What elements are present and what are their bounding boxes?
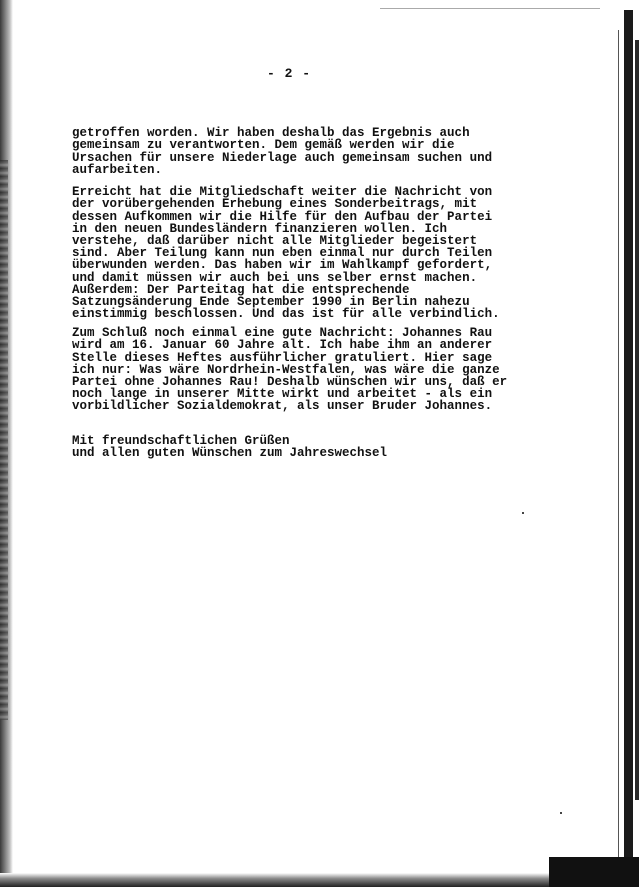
text-line: und allen guten Wünschen zum Jahreswechsel (72, 446, 388, 461)
scan-bottom-edge (0, 873, 639, 887)
text-line: aufarbeiten. (72, 162, 163, 177)
text-line: Erreicht hat die Mitgliedschaft weiter die Nachricht von (72, 185, 493, 200)
text-line: verstehe, daß darüber nicht alle Mitglieder begeistert (72, 234, 478, 249)
scan-right-edge-bar (624, 10, 633, 865)
text-line: vorbildlicher Sozialdemokrat, als unser Bruder Johannes. (72, 399, 493, 414)
paragraph-3 (72, 315, 507, 413)
scan-speck (522, 512, 524, 514)
scan-right-edge-bar-outer (635, 40, 639, 800)
scan-bottom-corner (549, 857, 639, 887)
text-line: ich nur: Was wäre Nordrhein-Westfalen, was wäre die ganze (72, 362, 500, 377)
page-number: - 2 - (267, 66, 312, 81)
paragraph-1 (72, 115, 492, 176)
scan-top-noise (380, 8, 600, 9)
text-line: Ursachen für unsere Niederlage auch gemeinsam suchen und (72, 150, 493, 165)
scan-speck (560, 812, 562, 814)
text-line: Zum Schluß noch einmal eine gute Nachricht: Johannes Rau (72, 326, 493, 341)
text-line: noch lange in unserer Mitte wirkt und arbeitet - als ein (72, 387, 493, 402)
text-line: Außerdem: Der Parteitag hat die entsprechende (72, 282, 410, 297)
text-line: sind. Aber Teilung kann nun eben einmal nur durch Teilen (72, 246, 493, 261)
closing (72, 423, 387, 460)
text-line: wird am 16. Januar 60 Jahre alt. Ich habe ihm an anderer (72, 338, 493, 353)
text-line: gemeinsam zu verantworten. Dem gemäß werden wir die (72, 138, 455, 153)
text-line: Partei ohne Johannes Rau! Deshalb wünschen wir uns, daß er (72, 375, 508, 390)
text-line: Stelle dieses Heftes ausführlicher gratuliert. Hier sage (72, 350, 493, 365)
text-line: Mit freundschaftlichen Grüßen (72, 434, 290, 449)
text-line: und damit müssen wir auch bei uns selber ernst machen. (72, 270, 478, 285)
paragraph-2 (72, 174, 500, 320)
text-line: Satzungsänderung Ende September 1990 in Berlin nahezu (72, 295, 470, 310)
text-line: in den neuen Bundesländern finanzieren wollen. Ich (72, 221, 448, 236)
text-line: überwunden werden. Das haben wir im Wahlkampf gefordert, (72, 258, 493, 273)
text-line: getroffen worden. Wir haben deshalb das Ergebnis auch (72, 126, 470, 141)
scan-left-edge-band (0, 160, 8, 720)
text-line: der vorübergehenden Erhebung eines Sonderbeitrags, mit (72, 197, 478, 212)
text-line: dessen Aufkommen wir die Hilfe für den Aufbau der Partei (72, 209, 493, 224)
text-line: einstimmig beschlossen. Und das ist für alle verbindlich. (72, 307, 500, 322)
scan-right-edge-line (618, 30, 619, 860)
